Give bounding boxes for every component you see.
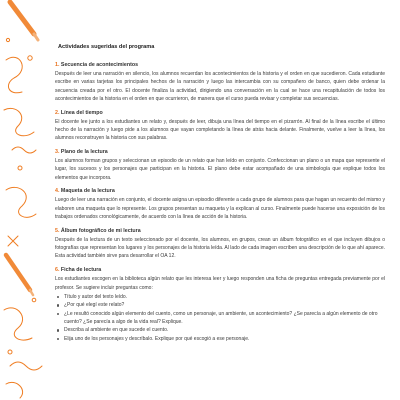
section-body: Después de la lectura de un texto seleccionado por el docente, los alumnos, en grupos, crean un álbum fotográfico en el que incluyen dibujos o fotografías que representan los lugares y los personajes de la historia leída. Al lado de cada imagen escriben una descripción de lo que ahí aparece. Esta actividad también sirve para desarrollar el OA 12. [55,236,385,260]
question-list [55,293,385,343]
section-heading [55,267,385,273]
list-item: ¿Por qué elegí este relato? [55,301,385,309]
section-number: 1. [55,62,60,68]
section-heading [55,228,385,234]
section-2 [55,110,385,143]
pencil-doodle-decoration [0,0,48,400]
document-content [55,44,385,350]
section-heading [55,110,385,116]
section-number: 2. [55,109,60,116]
section-6 [55,267,385,343]
section-heading-text: Secuencia de acontecimientos [60,62,139,68]
section-1 [55,62,385,103]
section-body: Después de leer una narración en silencio, los alumnos recuerdan los acontecimientos de la historia y el orden en que sucedieron. Cada estudiante escribe en varias tarjetas los principales hechos de la narración y luego las intercambia con su compañero de banco, quien debe ordenar la secuencia creada por el otro. El docente finaliza la actividad, dirigiendo una conversación en la cual se hace una recapitulación de todos los acontecimientos de la historia en el orden en que ocurrieron, de manera que el curso pueda revisar y completar sus secuencias. [55,71,385,102]
section-heading-text: Línea del tiempo [60,109,103,116]
section-number: 5. [55,227,60,234]
section-number: 4. [55,188,60,195]
list-item: Describa al ambiente en que sucede el cuento. [55,326,385,334]
list-item: Título y autor del texto leído. [55,293,385,301]
section-body: Los estudiantes escogen en la biblioteca algún relato que les interesa leer y luego responden una ficha de preguntas entregada previamente por el profesor. Se sugiere incluir preguntas como: [55,276,385,291]
section-body: Luego de leer una narración en conjunto, el docente asigna un episodio diferente a cada grupo de alumnos para que hagan un recuento del mismo y elaboren una maqueta que lo represente. Los grupos presentan su maqueta y la explican al curso. Finalmente puede hacerse una exposición de los trabajos ordenados cronológicamente, de acuerdo con la línea de acción de la historia. [55,197,385,221]
list-item: ¿Le resultó conocido algún elemento del cuento, como un personaje, un ambiente, un acontecimiento? ¿Se parecía a algún elemento de otro cuento? ¿Se parecía a algo de la vida real? Explique. [55,310,385,327]
section-body: Los alumnos forman grupos y seleccionan un episodio de un relato que han leído en conjunto. Confeccionan un plano o un mapa que represente el lugar, los sucesos y los personajes que participan en la historia. El plano debe estar acompañado de una simbología que explique todos los elementos que incorpora. [55,158,385,181]
section-heading [55,62,385,68]
section-heading-text: Álbum fotográfico de mi lectura [60,227,141,234]
section-5 [55,228,385,261]
section-body: El docente lee junto a los estudiantes un relato y, después de leer, dibuja una línea del tiempo en el pizarrón. Al final de la línea escribe el último hecho de la narración y luego pide a los alumnos que vayan completando la línea de atrás hacia delante. Finalmente, vuelve a leer la línea, los alumnos reconstruyen la historia con sus palabras. [55,118,385,142]
section-heading-text: Maqueta de la lectura [60,188,115,195]
section-number: 6. [55,267,60,274]
page-title: Actividades sugeridas del programa [58,44,155,50]
section-heading-text: Ficha de lectura [60,267,102,274]
section-number: 3. [55,149,60,156]
list-item: Elija uno de los personajes y descríbalo. Explique por qué escogió a ese personaje. [55,335,385,343]
section-heading [55,188,385,194]
section-heading [55,149,385,155]
section-heading-text: Plano de la lectura [60,149,108,156]
section-4 [55,188,385,221]
section-3 [55,149,385,182]
